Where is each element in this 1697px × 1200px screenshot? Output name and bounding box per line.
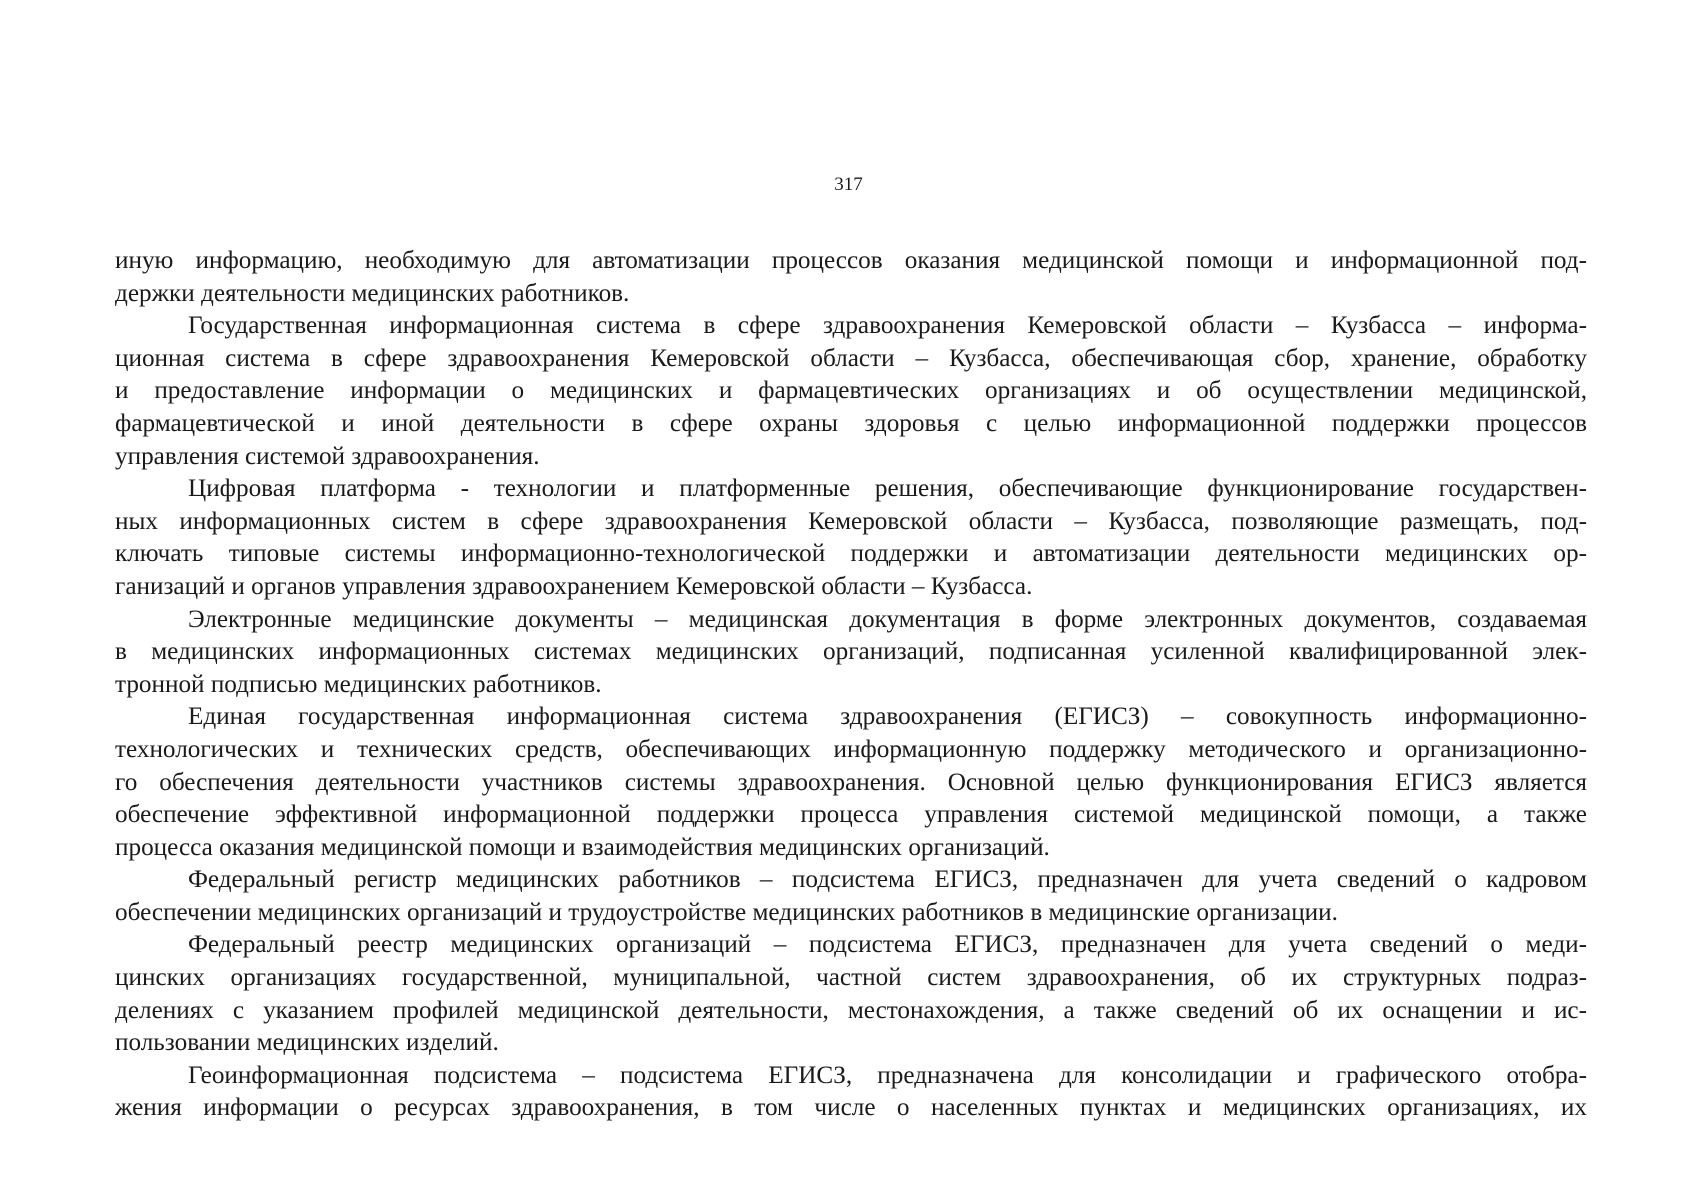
text-line: фармацевтической и иной деятельности в сфере охраны здоровья с целью информационной поддержки процессов bbox=[115, 409, 1587, 437]
text-line: технологических и технических средств, обеспечивающих информационную поддержку методического и организационно- bbox=[115, 735, 1587, 763]
text-line: держки деятельности медицинских работников. bbox=[115, 279, 630, 307]
text-line: в медицинских информационных системах медицинских организаций, подписанная усиленной квалифицированной элек- bbox=[115, 638, 1587, 666]
text-line: обеспечение эффективной информационной поддержки процесса управления системой медицинской помощи, а также bbox=[115, 801, 1587, 829]
text-line: ганизаций и органов управления здравоохранением Кемеровской области – Кузбасса. bbox=[115, 572, 1033, 600]
text-line: тронной подписью медицинских работников. bbox=[115, 670, 602, 698]
text-line: Государственная информационная система в сфере здравоохранения Кемеровской области – Кузбасса – информа- bbox=[188, 312, 1587, 340]
text-line: Цифровая платформа - технологии и платформенные решения, обеспечивающие функционирование государствен- bbox=[188, 475, 1587, 503]
text-line: обеспечении медицинских организаций и трудоустройстве медицинских работников в медицинские организации. bbox=[115, 898, 1338, 926]
text-line: пользовании медицинских изделий. bbox=[115, 1029, 499, 1057]
text-line: и предоставление информации о медицинских и фармацевтических организациях и об осуществлении медицинской, bbox=[115, 377, 1587, 405]
text-line: ключать типовые системы информационно-технологической поддержки и автоматизации деятельности медицинских ор- bbox=[115, 540, 1587, 568]
document-body bbox=[115, 245, 1587, 1125]
text-line: Электронные медицинские документы – медицинская документация в форме электронных документов, создаваемая bbox=[188, 605, 1587, 633]
text-line: Единая государственная информационная система здравоохранения (ЕГИСЗ) – совокупность информационно- bbox=[188, 703, 1587, 731]
text-line: го обеспечения деятельности участников системы здравоохранения. Основной целью функционирования ЕГИСЗ является bbox=[115, 768, 1587, 796]
text-line: цинских организациях государственной, муниципальной, частной систем здравоохранения, об их структурных подраз- bbox=[115, 964, 1587, 992]
text-line: ных информационных систем в сфере здравоохранения Кемеровской области – Кузбасса, позволяющие размещать, под- bbox=[115, 507, 1587, 535]
text-line: Федеральный регистр медицинских работников – подсистема ЕГИСЗ, предназначен для учета сведений о кадровом bbox=[188, 866, 1587, 894]
text-line: процесса оказания медицинской помощи и взаимодействия медицинских организаций. bbox=[115, 833, 1050, 861]
text-line: делениях с указанием профилей медицинской деятельности, местонахождения, а также сведений об их оснащении и ис- bbox=[115, 996, 1587, 1024]
text-line: Геоинформационная подсистема – подсистема ЕГИСЗ, предназначена для консолидации и графического отобра- bbox=[188, 1061, 1587, 1089]
text-line: Федеральный реестр медицинских организаций – подсистема ЕГИСЗ, предназначен для учета сведений о меди- bbox=[188, 931, 1587, 959]
text-line: управления системой здравоохранения. bbox=[115, 442, 540, 470]
text-line: иную информацию, необходимую для автоматизации процессов оказания медицинской помощи и информационной под- bbox=[115, 247, 1587, 274]
text-line: жения информации о ресурсах здравоохранения, в том числе о населенных пунктах и медицинских организациях, их bbox=[115, 1094, 1587, 1122]
text-line: ционная система в сфере здравоохранения Кемеровской области – Кузбасса, обеспечивающая сбор, хранение, обработку bbox=[115, 344, 1587, 372]
page-number: 317 bbox=[834, 174, 863, 195]
